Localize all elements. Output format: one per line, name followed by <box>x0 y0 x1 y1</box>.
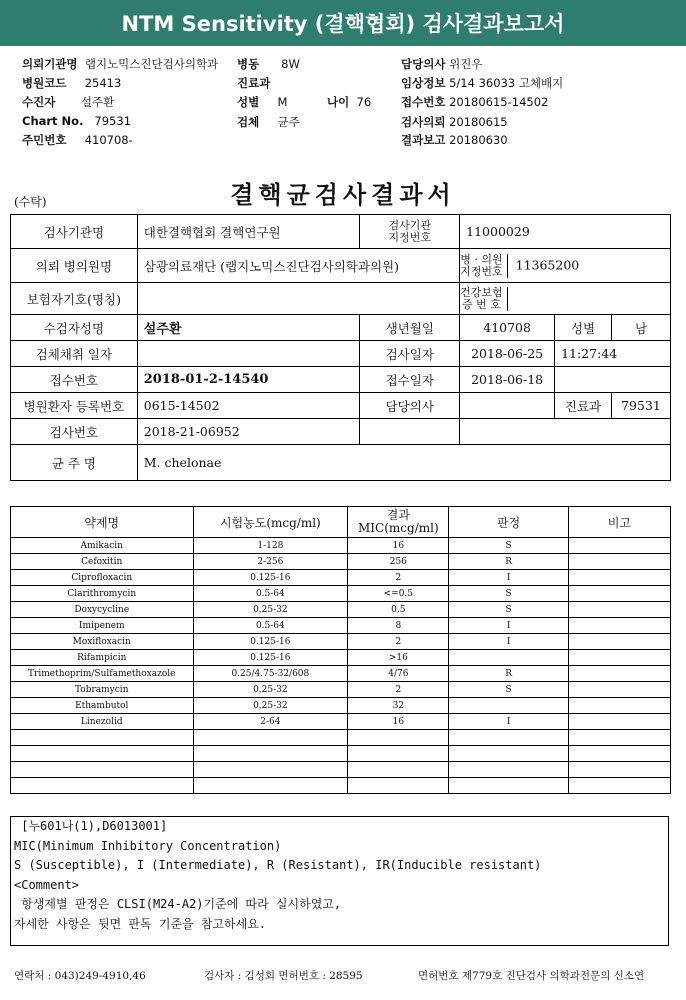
cell-interpretation: I <box>449 634 568 650</box>
cell-interpretation: I <box>449 618 568 634</box>
cell-interpretation <box>449 762 568 778</box>
cell-mic: 8 <box>348 618 449 634</box>
cell-drug: Linezolid <box>11 714 194 730</box>
cell-drug: Trimethoprim/Sulfamethoxazole <box>11 666 194 682</box>
cell-mic: 0.5 <box>348 602 449 618</box>
cell-concentration <box>193 746 348 762</box>
cell-drug <box>11 730 194 746</box>
val-clinic-code: 11365200 <box>515 257 580 272</box>
cell-remark <box>568 538 670 554</box>
cell-drug <box>11 778 194 794</box>
lbl-collection-date: 검체채취 일자 <box>11 341 138 367</box>
cell-mic <box>348 730 449 746</box>
lbl-clinic-code: 병 · 의원 지정번호 <box>460 254 508 278</box>
cell-interpretation <box>449 730 568 746</box>
hdr-interpretation: 판정 <box>449 507 568 538</box>
info-ward: 병동 8W <box>237 57 300 71</box>
cell-mic: 16 <box>348 714 449 730</box>
cell-concentration: 1-128 <box>193 538 348 554</box>
cell-remark <box>568 762 670 778</box>
lbl-receipt-no: 접수번호 <box>11 367 138 393</box>
footer-license: 면허번호 제779호 진단검사 의학과전문의 신소연 <box>418 970 645 982</box>
lbl-doctor: 담당의사 <box>360 393 460 419</box>
info-physician: 담당의사 위진우 <box>401 57 483 71</box>
lbl-clinic-name: 의뢰 병의원명 <box>11 249 138 283</box>
cell-interpretation <box>449 698 568 714</box>
val-sex: 남 <box>611 315 670 341</box>
cell-drug: Ciprofloxacin <box>11 570 194 586</box>
cell-interpretation: S <box>449 586 568 602</box>
info-sex: 성별 M <box>237 95 288 109</box>
cell-remark <box>568 666 670 682</box>
info-resident-no: 주민번호 410708- <box>22 133 133 147</box>
val-registration-no: 0615-14502 <box>137 393 360 419</box>
exam-form-table <box>10 214 671 481</box>
lbl-department: 진료과 <box>555 393 612 419</box>
val-doctor <box>460 393 555 419</box>
lbl-test-date: 검사일자 <box>360 341 460 367</box>
cell-mic: 2 <box>348 634 449 650</box>
cell-concentration: 0.25-32 <box>193 602 348 618</box>
cell-drug <box>11 762 194 778</box>
lbl-birthdate: 생년월일 <box>360 315 460 341</box>
cell-mic: 32 <box>348 698 449 714</box>
cell-interpretation: R <box>449 554 568 570</box>
note-line: MIC(Minimum Inhibitory Concentration) <box>14 838 282 853</box>
result-row <box>11 666 671 682</box>
consignment-tag: (수탁) <box>14 195 47 209</box>
cell-drug: Clarithromycin <box>11 586 194 602</box>
cell-concentration: 0.125-16 <box>193 634 348 650</box>
note-line: [누601나(1),D6013001] <box>14 819 168 833</box>
cell-drug: Tobramycin <box>11 682 194 698</box>
cell-drug: Imipenem <box>11 618 194 634</box>
cell-remark <box>568 682 670 698</box>
test-no-blank-2 <box>460 419 671 445</box>
cell-concentration: 0.5-64 <box>193 586 348 602</box>
val-examinee: 설주환 <box>137 315 360 341</box>
lbl-lab-code: 검사기관 지정번호 <box>360 215 460 249</box>
result-row <box>11 778 671 794</box>
cell-remark <box>568 730 670 746</box>
cell-drug: Ethambutol <box>11 698 194 714</box>
cell-drug: Amikacin <box>11 538 194 554</box>
hdr-concentration: 시험농도(mcg/ml) <box>193 507 348 538</box>
cell-drug: Cefoxitin <box>11 554 194 570</box>
val-department: 79531 <box>611 393 670 419</box>
lbl-insurance-no: 건강보험 증 번 호 <box>460 287 508 311</box>
val-lab-code: 11000029 <box>460 215 671 249</box>
cell-remark <box>568 778 670 794</box>
cell-interpretation: S <box>449 682 568 698</box>
result-row <box>11 746 671 762</box>
result-row <box>11 698 671 714</box>
document-title: 결핵균검사결과서 <box>230 180 456 209</box>
cell-interpretation <box>449 650 568 666</box>
cell-concentration: 0.125-16 <box>193 570 348 586</box>
cell-interpretation: I <box>449 714 568 730</box>
info-patient-name: 수진자 설주환 <box>22 95 115 109</box>
cell-concentration: 2-256 <box>193 554 348 570</box>
lbl-registration-no: 병원환자 등록번호 <box>11 393 138 419</box>
cell-interpretation <box>449 778 568 794</box>
insurance-no-cell <box>460 283 671 315</box>
result-row <box>11 554 671 570</box>
cell-drug: Moxifloxacin <box>11 634 194 650</box>
cell-interpretation <box>449 746 568 762</box>
cell-remark <box>568 554 670 570</box>
cell-mic <box>348 762 449 778</box>
note-line: 자세한 사항은 뒷면 판독 기준을 참고하세요. <box>14 916 267 931</box>
cell-drug <box>11 746 194 762</box>
cell-mic <box>348 778 449 794</box>
note-line: 항생제별 판정은 CLSI(M24-A2)기준에 따라 실시하였고, <box>14 897 342 911</box>
cell-remark <box>568 714 670 730</box>
info-department: 진료과 <box>237 76 271 90</box>
cell-concentration: 0.25-32 <box>193 698 348 714</box>
cell-concentration <box>193 730 348 746</box>
info-requesting-org: 의뢰기관명 랩지노믹스진단검사의학과 <box>22 57 219 71</box>
cell-concentration: 2-64 <box>193 714 348 730</box>
test-no-blank-1 <box>360 419 460 445</box>
info-request-date: 검사의뢰 20180615 <box>401 115 508 129</box>
cell-drug: Doxycycline <box>11 602 194 618</box>
cell-remark <box>568 602 670 618</box>
result-row <box>11 650 671 666</box>
cell-mic <box>348 746 449 762</box>
result-row <box>11 586 671 602</box>
cell-remark <box>568 698 670 714</box>
val-strain: M. chelonae <box>137 445 670 481</box>
cell-mic: <=0.5 <box>348 586 449 602</box>
result-row <box>11 618 671 634</box>
info-age: 나이 76 <box>327 95 372 109</box>
cell-concentration: 0.25/4.75-32/608 <box>193 666 348 682</box>
result-row <box>11 730 671 746</box>
cell-remark <box>568 570 670 586</box>
footer-tester: 검사자 : 김성회 면허번호 : 28595 <box>204 970 363 982</box>
result-row <box>11 682 671 698</box>
cell-interpretation: S <box>449 538 568 554</box>
val-test-time: 11:27:44 <box>555 341 671 367</box>
cell-mic: 4/76 <box>348 666 449 682</box>
cell-concentration: 0.25-32 <box>193 682 348 698</box>
info-specimen: 검체 균주 <box>237 115 300 129</box>
cell-mic: 2 <box>348 682 449 698</box>
lbl-sex: 성별 <box>555 315 612 341</box>
cell-drug: Rifampicin <box>11 650 194 666</box>
cell-mic: 16 <box>348 538 449 554</box>
info-hospital-code: 병원코드 25413 <box>22 76 122 90</box>
val-birthdate: 410708 <box>460 315 555 341</box>
cell-mic: 256 <box>348 554 449 570</box>
lbl-test-no: 검사번호 <box>11 419 138 445</box>
result-row <box>11 634 671 650</box>
val-clinic-name: 삼광의료재단 (랩지노믹스진단검사의학과의원) <box>137 249 459 283</box>
val-receipt-date: 2018-06-18 <box>460 367 555 393</box>
receipt-date-blank <box>555 367 671 393</box>
lbl-examinee: 수검자성명 <box>11 315 138 341</box>
info-clinical: 임상정보 5/14 36033 고체배지 <box>401 76 564 90</box>
val-lab-name: 대한결핵협회 결핵연구원 <box>137 215 360 249</box>
result-row <box>11 762 671 778</box>
info-chart-no: Chart No. 79531 <box>22 114 132 128</box>
val-test-date: 2018-06-25 <box>460 341 555 367</box>
lbl-insurer: 보험자기호(명칭) <box>11 283 138 315</box>
report-header-bar <box>0 0 686 46</box>
val-receipt-no: 2018-01-2-14540 <box>137 367 360 393</box>
cell-mic: >16 <box>348 650 449 666</box>
footer-contact: 연락처 : 043)249-4910,46 <box>14 970 146 982</box>
result-row <box>11 570 671 586</box>
susceptibility-table <box>10 506 671 794</box>
cell-mic: 2 <box>348 570 449 586</box>
lbl-strain: 균 주 명 <box>11 445 138 481</box>
cell-concentration <box>193 762 348 778</box>
val-test-no: 2018-21-06952 <box>137 419 360 445</box>
cell-concentration <box>193 778 348 794</box>
cell-remark <box>568 634 670 650</box>
cell-concentration: 0.5-64 <box>193 618 348 634</box>
result-row <box>11 602 671 618</box>
info-report-date: 결과보고 20180630 <box>401 133 508 147</box>
cell-remark <box>568 746 670 762</box>
clinic-code-cell <box>460 249 671 283</box>
cell-remark <box>568 650 670 666</box>
result-row <box>11 714 671 730</box>
hdr-drug: 약제명 <box>11 507 194 538</box>
hdr-remark: 비고 <box>568 507 670 538</box>
val-collection-date <box>137 341 360 367</box>
lbl-lab-name: 검사기관명 <box>11 215 138 249</box>
note-line: S (Susceptible), I (Intermediate), R (Resistant), IR(Inducible resistant) <box>14 858 542 872</box>
cell-interpretation: I <box>449 570 568 586</box>
note-line: <Comment> <box>14 877 80 892</box>
cell-interpretation: R <box>449 666 568 682</box>
cell-interpretation: S <box>449 602 568 618</box>
result-row <box>11 538 671 554</box>
report-title: NTM Sensitivity (결핵협회) 검사결과보고서 <box>121 12 565 36</box>
cell-concentration: 0.125-16 <box>193 650 348 666</box>
val-insurer <box>137 283 459 315</box>
hdr-mic: 결과 MIC(mcg/ml) <box>348 507 449 538</box>
notes-box <box>10 816 669 946</box>
info-receipt-no: 접수번호 20180615-14502 <box>401 95 549 109</box>
lbl-receipt-date: 접수일자 <box>360 367 460 393</box>
cell-remark <box>568 586 670 602</box>
cell-remark <box>568 618 670 634</box>
